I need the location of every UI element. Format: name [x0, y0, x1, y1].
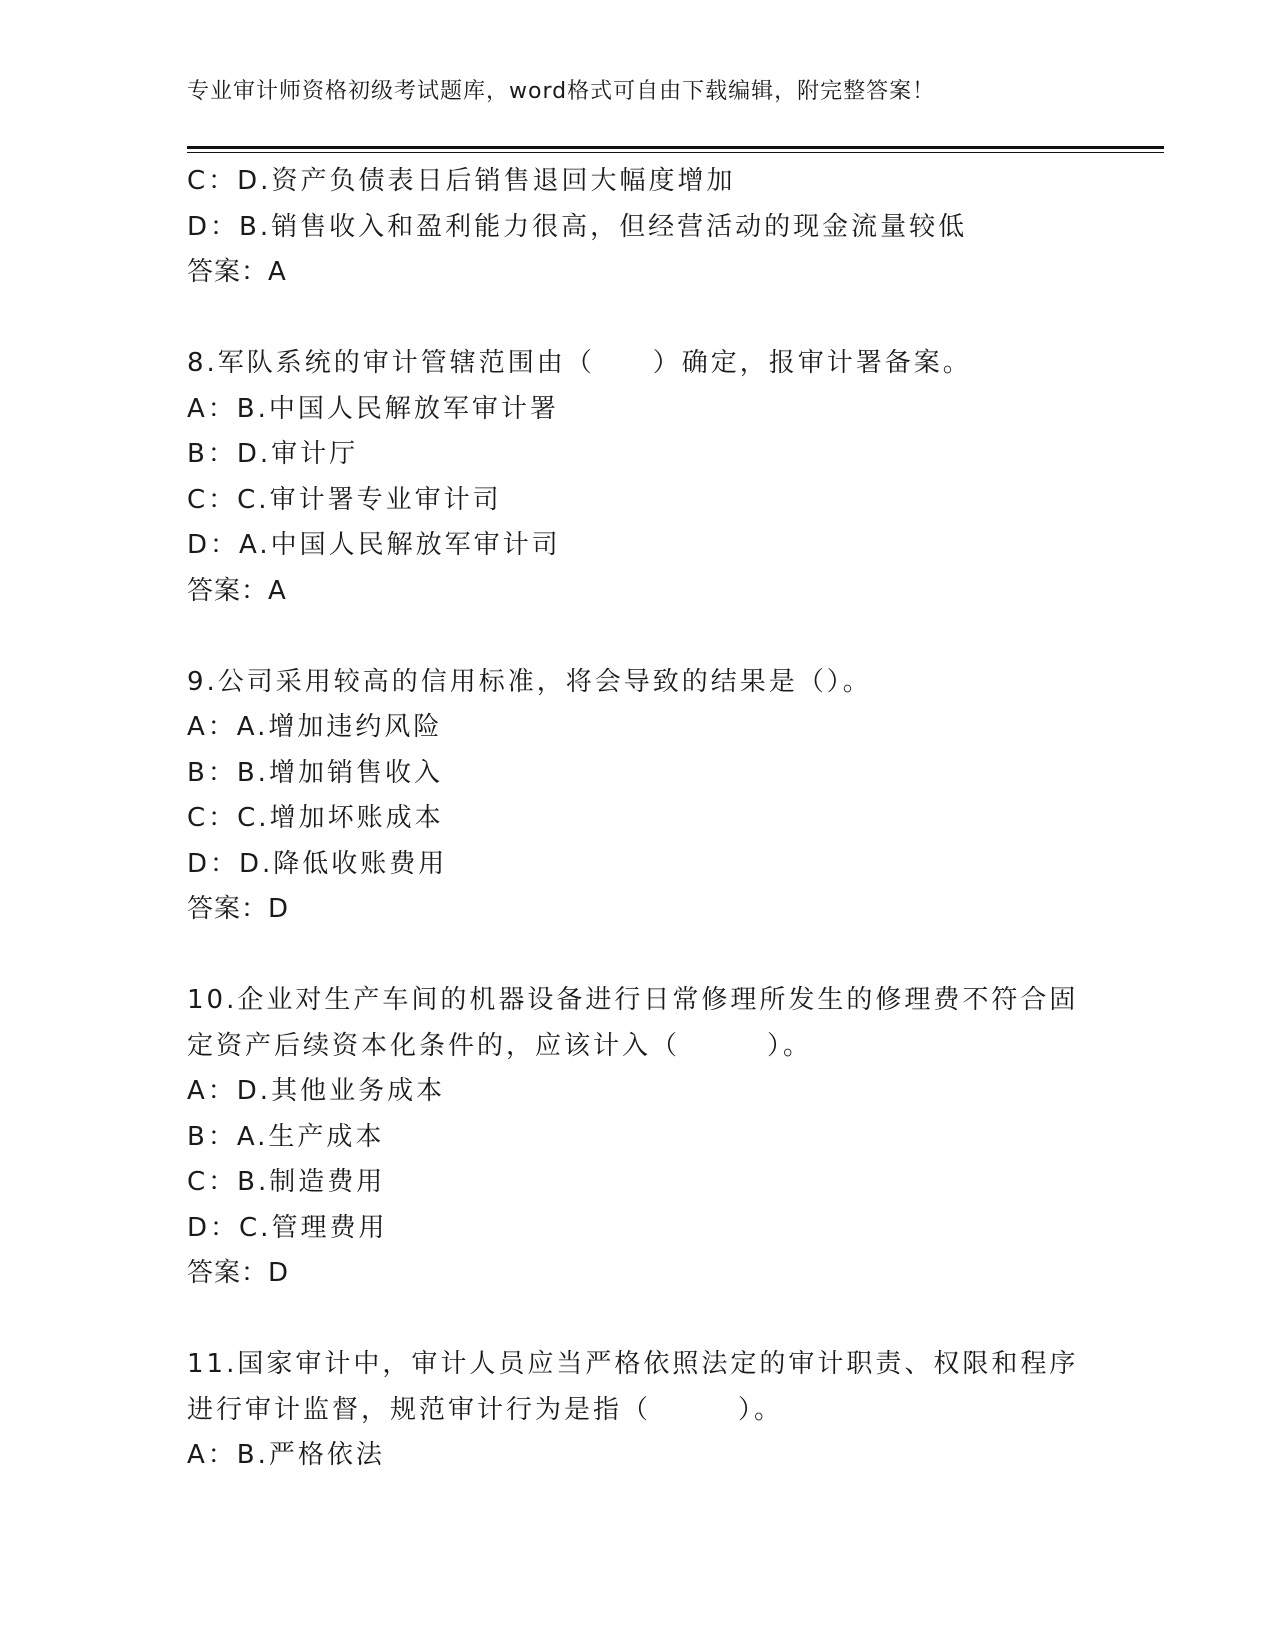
option-line: C：B.制造费用: [187, 1167, 386, 1197]
answer-line: 答案：A: [187, 257, 287, 287]
header-rule-thin: [187, 152, 1164, 153]
option-line: D：B.销售收入和盈利能力很高，但经营活动的现金流量较低: [187, 211, 968, 242]
spacer: [187, 1297, 1087, 1343]
question-9: [187, 660, 1087, 933]
option-line: C：C.增加坏账成本: [187, 803, 444, 833]
document-content: [187, 159, 1087, 1479]
answer-line: 答案：D: [187, 894, 290, 924]
option-line: A：D.其他业务成本: [187, 1076, 446, 1106]
question-continued: [187, 159, 1087, 296]
option-line: A：A.增加违约风险: [187, 712, 443, 742]
option-line: C：D.资产负债表日后销售退回大幅度增加: [187, 166, 736, 196]
page-header: 专业审计师资格初级考试题库，word格式可自由下载编辑，附完整答案！: [187, 79, 936, 104]
option-line: A：B.中国人民解放军审计署: [187, 393, 559, 424]
question-text: 8.军队系统的审计管辖范围由（ ）确定，报审计署备案。: [187, 348, 972, 378]
question-10: [187, 978, 1087, 1297]
answer-line: 答案：A: [187, 575, 287, 606]
option-line: B：D.审计厅: [187, 439, 359, 469]
answer-line: 答案：D: [187, 1258, 290, 1288]
spacer: [187, 614, 1087, 660]
question-text: 9.公司采用较高的信用标准，将会导致的结果是（）。: [187, 666, 872, 697]
question-text: 10.企业对生产车间的机器设备进行日常修理所发生的修理费不符合固定资产后续资本化条件的，应该计入（ ）。: [187, 985, 1079, 1061]
spacer: [187, 296, 1087, 342]
question-text: 11.国家审计中，审计人员应当严格依照法定的审计职责、权限和程序进行审计监督，规范审计行为是指（ ）。: [187, 1349, 1079, 1425]
option-line: D：C.管理费用: [187, 1212, 388, 1243]
spacer: [187, 933, 1087, 979]
option-line: B：B.增加销售收入: [187, 757, 443, 788]
question-8: [187, 341, 1087, 614]
header-rule-thick: [187, 146, 1164, 149]
question-11: [187, 1342, 1087, 1479]
option-line: D：A.中国人民解放军审计司: [187, 530, 561, 560]
option-line: B：A.生产成本: [187, 1121, 385, 1152]
option-line: D：D.降低收账费用: [187, 848, 448, 879]
option-line: C：C.审计署专业审计司: [187, 484, 502, 515]
option-line: A：B.严格依法: [187, 1440, 385, 1470]
